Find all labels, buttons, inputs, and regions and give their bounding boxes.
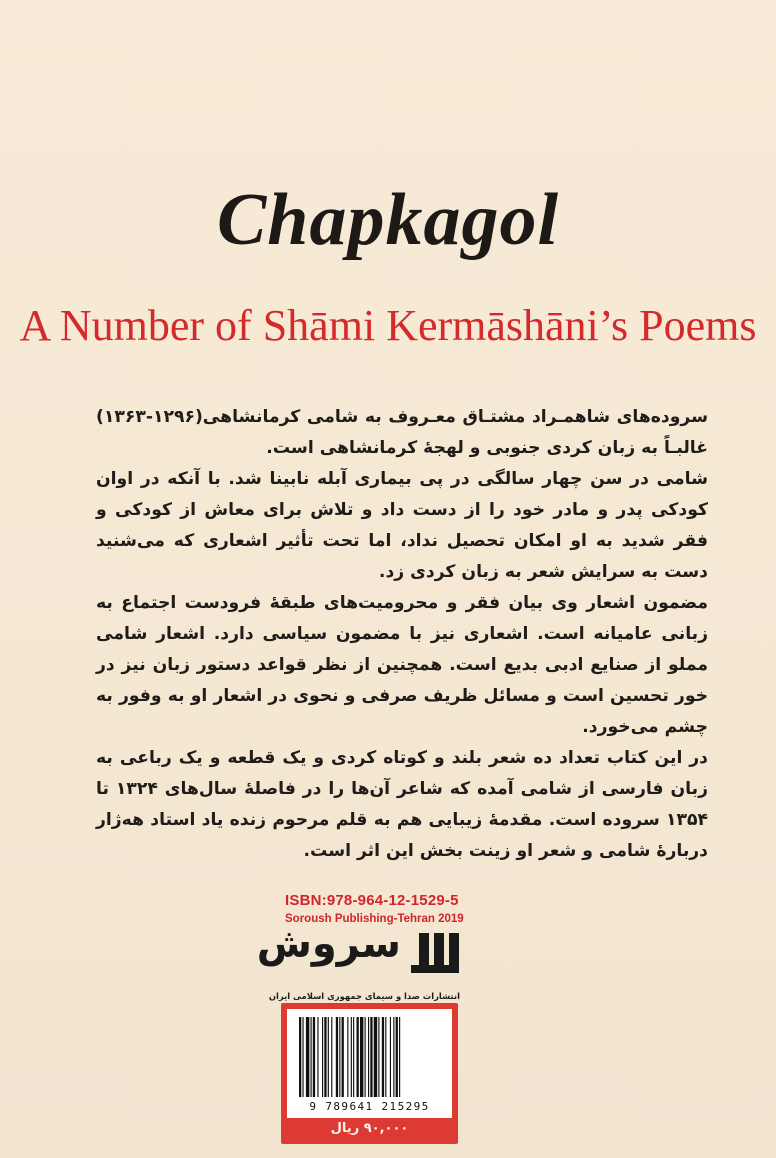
price-text: ۹۰,۰۰۰ ریال: [330, 1121, 409, 1136]
publisher-logo-text: سروش: [256, 921, 401, 967]
publisher-logo: [256, 921, 459, 987]
book-title: Chapkagol: [216, 179, 560, 261]
barcode-icon: [295, 1017, 444, 1101]
description-paragraph: شامی در سن چهار سالگی در پی بیماری آبله نابینا شد. با آنکه در اوان کودکی پدر و مادر خود را از دست داد و تلاش برای معاش از کودکی و فقر شدید به او امکان تحصیل نداد، اما تحت تأثیر اشعاری که می‌شنید دست به سرایش شعر به زبان کردی زد.: [96, 469, 708, 582]
isbn-text: ISBN:978-964-12-1529-5: [285, 892, 459, 909]
book-subtitle: A Number of Shāmi Kermāshāni’s Poems: [19, 301, 757, 350]
description-text: [96, 402, 708, 867]
barcode-digits: 9 789641 215295: [309, 1100, 430, 1113]
description-paragraph: در این کتاب تعداد ده شعر بلند و کوتاه کردی و یک قطعه و یک رباعی به زبان فارسی از شامی آمده که شاعر آن‌ها را در فاصلهٔ سال‌های ۱۳۲۴ تا ۱۳۵۴ سروده است. مقدمهٔ زیبایی هم به قلم مرحوم زنده یاد استاد هه‌ژار دربارهٔ شامی و شعر او زینت بخش این اثر است.: [96, 748, 708, 861]
publisher-logo-mark-icon: [411, 933, 459, 973]
publisher-caption: انتشارات صدا و سیمای جمهوری اسلامی ایران: [268, 991, 460, 1001]
description-paragraph: سروده‌های شاهمـراد مشتـاق معـروف به شامی کرمانشاهی(۱۲۹۶-۱۳۶۳) غالبـاً به زبان کردی جنوبی و لهجهٔ کرمانشاهی است.: [96, 407, 708, 458]
description-paragraph: مضمون اشعار وی بیان فقر و محرومیت‌های طبقهٔ فرودست اجتماع به زبانی عامیانه است. اشعاری نیز با مضمون سیاسی دارد. اشعار شامی مملو از صنایع ادبی بدیع است. همچنین از نظر قواعد دستور زبان نیز در خور تحسین است و مسائل ظریف صرفی و نحوی در اشعار او به وفور به چشم می‌خورد.: [96, 593, 708, 737]
barcode-label: [281, 1003, 458, 1144]
barcode-area: [287, 1009, 452, 1118]
publisher-text: Soroush Publishing-Tehran 2019: [285, 913, 464, 925]
